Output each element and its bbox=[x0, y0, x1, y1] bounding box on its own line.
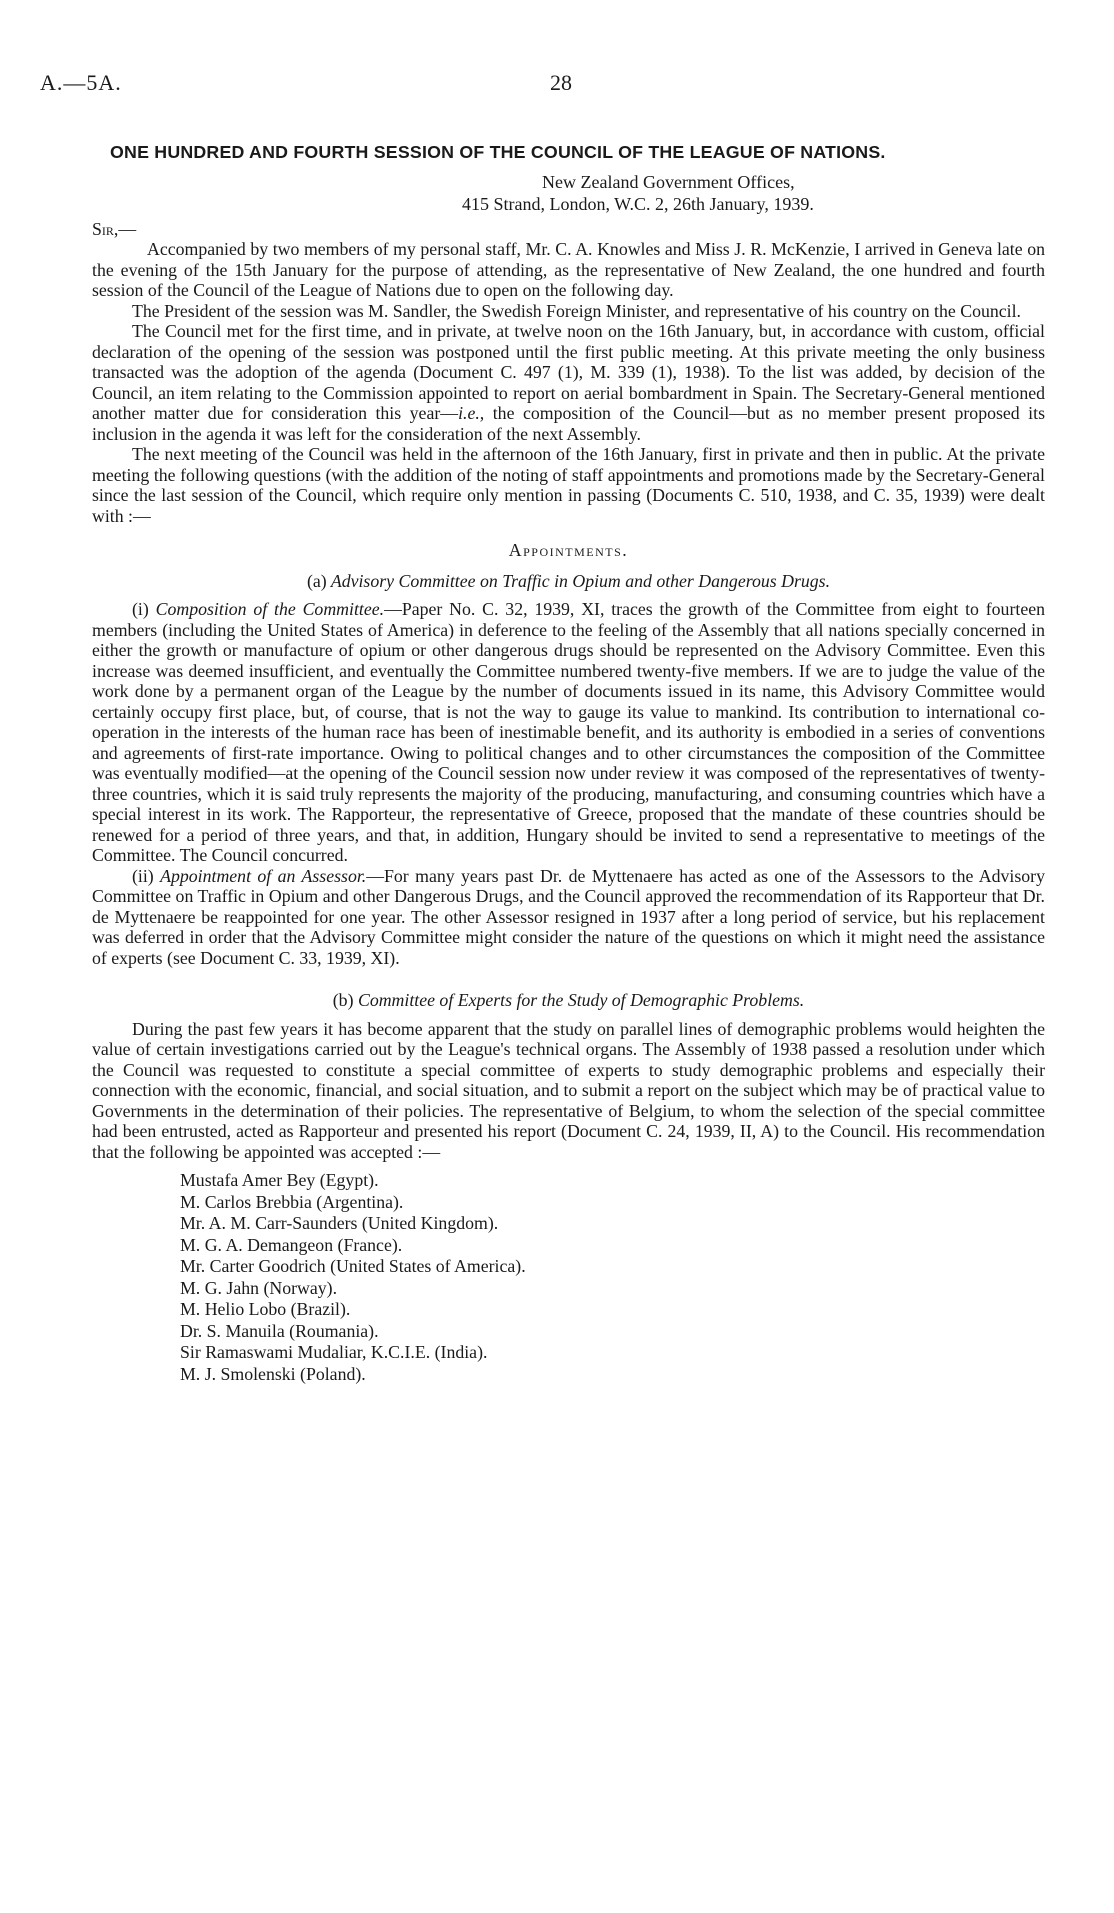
subsection-b-title: Committee of Experts for the Study of Demographic Problems. bbox=[357, 990, 805, 1010]
item-i-label: (i) bbox=[132, 599, 149, 619]
paragraph-first-meeting-text-b: the composition of the Council—but as no member present proposed its inclusion in the agenda it was left for the consideration of the next Assembly. bbox=[92, 403, 1045, 444]
paragraph-assessor bbox=[92, 866, 1045, 969]
subsection-heading-a bbox=[92, 571, 1045, 592]
list-item: Sir Ramaswami Mudaliar, K.C.I.E. (India). bbox=[180, 1342, 488, 1362]
subsection-a-title: Advisory Committee on Traffic in Opium and other Dangerous Drugs. bbox=[330, 570, 831, 591]
item-ii-label: (ii) bbox=[132, 865, 154, 886]
list-item: Mustafa Amer Bey (Egypt). bbox=[180, 1170, 379, 1190]
page-header bbox=[40, 70, 1074, 100]
document-reference: A.—5A. bbox=[40, 70, 122, 95]
list-item: M. G. A. Demangeon (France). bbox=[180, 1234, 403, 1255]
list-item: M. Carlos Brebbia (Argentina). bbox=[180, 1191, 404, 1212]
list-item: M. J. Smolenski (Poland). bbox=[180, 1363, 366, 1384]
salutation: Sir,— bbox=[92, 218, 137, 239]
paragraph-composition bbox=[92, 599, 1045, 866]
paragraph-president: The President of the session was M. Sandler, the Swedish Foreign Minister, and representative of his country on the Council. bbox=[132, 300, 1021, 321]
list-item: M. Helio Lobo (Brazil). bbox=[180, 1299, 351, 1319]
list-item: Mr. Carter Goodrich (United States of America). bbox=[180, 1256, 526, 1276]
subsection-heading-b bbox=[92, 990, 1045, 1011]
item-ii-title: Appointment of an Assessor. bbox=[160, 865, 367, 886]
page-number: 28 bbox=[550, 70, 572, 95]
address-line-2: 415 Strand, London, W.C. 2, 26th January, 1939. bbox=[462, 193, 814, 214]
item-ii-text: —For many years past Dr. de Myttenaere has acted as one of the Assessors to the Advisory Committee on Traffic in Opium and other Dangerous Drugs, and the Council approved the recommendation of its Rapporteur that Dr. de Myttenaere be reappointed for one year. The other Assessor resigned in 1937 after a long period of service, but his replacement was deferred in order that the Advisory Committee might consider the nature of the questions on which it might need the assistance of experts (see Document C. 33, 1939, XI). bbox=[92, 865, 1045, 968]
document-body bbox=[92, 142, 1045, 1385]
paragraph-first-meeting bbox=[92, 321, 1045, 444]
item-i-text: —Paper No. C. 32, 1939, XI, traces the growth of the Committee from eight to fourteen members (including the United States of America) in deference to the feeling of the Assembly that all nations specially concerned in either the growth or manufacture of opium or other dangerous drugs should be represented on the Advisory Committee. Even this increase was deemed insufficient, and eventually the Committee numbered twenty-five members. If we are to judge the value of the work done by a permanent organ of the League by the number of documents issued in its name, this Advisory Committee would certainly occupy first place, but, of course, that is not the way to gauge its value to mankind. Its contribution to international co-operation in the interests of the human race has been of inestimable benefit, and its authority is embodied in a series of conventions and agreements of first-rate importance. Owing to political changes and to other circumstances the composition of the Committee was eventually modified—at the opening of the Council session now under review it was composed of the representatives of twenty-three countries, which it is said truly represents the majority of the producing, manufacturing, and consuming countries which have a special interest in its work. The Rapporteur, the representative of Greece, proposed that the mandate of these countries should be renewed for a period of three years, and that, in addition, Hungary should be invited to send a representative to meetings of the Committee. The Council concurred. bbox=[92, 599, 1045, 865]
paragraph-demographic: During the past few years it has become apparent that the study on parallel lines of demographic problems would heighten the value of certain investigations carried out by the League's technical organs. The Assembly of 1938 passed a resolution under which the Council was requested to constitute a special committee of experts to study demographic problems and especially their connection with the economic, financial, and social situation, and to submit a report on the subject which may be of practical value to Governments in the determination of their policies. The representative of Belgium, to whom the selection of the special committee had been entrusted, acted as Rapporteur and presented his report (Document C. 24, 1939, II, A) to the Council. His recommendation that the following be appointed was accepted :— bbox=[92, 1018, 1045, 1162]
address-line-1: New Zealand Government Offices, bbox=[542, 171, 795, 192]
spacer bbox=[92, 968, 1045, 984]
document-title: ONE HUNDRED AND FOURTH SESSION OF THE COUNCIL OF THE LEAGUE OF NATIONS. bbox=[110, 142, 886, 162]
appointee-list bbox=[92, 1170, 1045, 1385]
item-i-title: Composition of the Committee. bbox=[155, 599, 385, 619]
paragraph-arrival: Accompanied by two members of my personal staff, Mr. C. A. Knowles and Miss J. R. McKenzie, I arrived in Geneva late on the evening of the 15th January for the purpose of attending, as the representative of New Zealand, the one hundred and fourth session of the Council of the League of Nations due to open on the following day. bbox=[92, 239, 1045, 300]
list-item: Mr. A. M. Carr-Saunders (United Kingdom). bbox=[180, 1213, 499, 1233]
list-item: Dr. S. Manuila (Roumania). bbox=[180, 1320, 379, 1341]
paragraph-second-meeting: The next meeting of the Council was held in the afternoon of the 16th January, first in private and then in public. At the private meeting the following questions (with the addition of the noting of staff appointments and promotions made by the Secretary-General since the last session of the Council, which require only mention in passing (Documents C. 510, 1938, and C. 35, 1939) were dealt with :— bbox=[92, 444, 1045, 526]
ie-abbreviation: i.e., bbox=[458, 403, 485, 423]
sender-address bbox=[462, 171, 1045, 215]
list-item: M. G. Jahn (Norway). bbox=[180, 1277, 338, 1298]
subsection-b-label: (b) bbox=[332, 990, 354, 1010]
subsection-a-label: (a) bbox=[306, 570, 327, 591]
section-heading-appointments: Appointments. bbox=[508, 540, 629, 560]
paragraph-first-meeting-text-a: The Council met for the first time, and in private, at twelve noon on the 16th January, but, in accordance with custom, official declaration of the opening of the session was postponed until the first public meeting. At this private meeting the only business transacted was the adoption of the agenda (Document C. 497 (1), M. 339 (1), 1938). To the list was added, by decision of the Council, an item relating to the Commission appointed to report on aerial bombardment in Spain. The Secretary-General mentioned another matter due for consideration this year— bbox=[92, 321, 1045, 423]
